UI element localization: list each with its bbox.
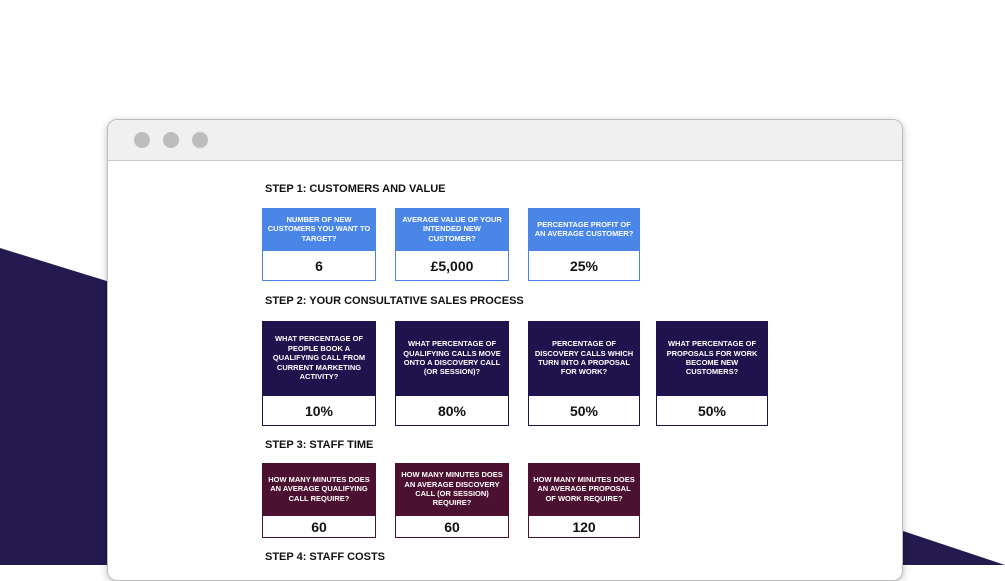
step3-card-proposal-minutes xyxy=(528,463,640,538)
step3-card-discovery-minutes xyxy=(395,463,509,538)
step2-card-discovery xyxy=(395,321,509,426)
card-value[interactable]: 50% xyxy=(529,394,639,425)
card-label: WHAT PERCENTAGE OF PEOPLE BOOK A QUALIFYING CALL FROM CURRENT MARKETING ACTIVITY? xyxy=(263,322,375,394)
card-value[interactable]: 25% xyxy=(529,249,639,280)
step2-card-qualifying xyxy=(262,321,376,426)
card-label: HOW MANY MINUTES DOES AN AVERAGE PROPOSAL OF WORK REQUIRE? xyxy=(529,464,639,514)
card-value[interactable]: 60 xyxy=(396,514,508,537)
step2-card-new-customers xyxy=(656,321,768,426)
step1-card-avg-value xyxy=(395,208,509,281)
step2-title: STEP 2: YOUR CONSULTATIVE SALES PROCESS xyxy=(265,295,524,307)
card-value[interactable]: 120 xyxy=(529,514,639,537)
card-label: HOW MANY MINUTES DOES AN AVERAGE DISCOVERY CALL (OR SESSION) REQUIRE? xyxy=(396,464,508,514)
step3-card-qualifying-minutes xyxy=(262,463,376,538)
card-label: PERCENTAGE PROFIT OF AN AVERAGE CUSTOMER? xyxy=(529,209,639,249)
card-value[interactable]: £5,000 xyxy=(396,249,508,280)
card-label: PERCENTAGE OF DISCOVERY CALLS WHICH TURN INTO A PROPOSAL FOR WORK? xyxy=(529,322,639,394)
browser-window xyxy=(107,119,903,581)
card-label: WHAT PERCENTAGE OF PROPOSALS FOR WORK BECOME NEW CUSTOMERS? xyxy=(657,322,767,394)
card-value[interactable]: 60 xyxy=(263,514,375,537)
card-value[interactable]: 50% xyxy=(657,394,767,425)
card-label: HOW MANY MINUTES DOES AN AVERAGE QUALIFYING CALL REQUIRE? xyxy=(263,464,375,514)
card-label: NUMBER OF NEW CUSTOMERS YOU WANT TO TARGET? xyxy=(263,209,375,249)
step1-card-profit xyxy=(528,208,640,281)
step1-card-customers xyxy=(262,208,376,281)
step4-title: STEP 4: STAFF COSTS xyxy=(265,551,385,563)
window-titlebar xyxy=(108,120,902,161)
step3-title: STEP 3: STAFF TIME xyxy=(265,439,374,451)
card-label: AVERAGE VALUE OF YOUR INTENDED NEW CUSTOMER? xyxy=(396,209,508,249)
step2-card-proposal xyxy=(528,321,640,426)
calculator-content xyxy=(108,161,902,581)
step1-title: STEP 1: CUSTOMERS AND VALUE xyxy=(265,183,446,195)
card-value[interactable]: 6 xyxy=(263,249,375,280)
minimize-dot[interactable] xyxy=(163,132,179,148)
card-label: WHAT PERCENTAGE OF QUALIFYING CALLS MOVE ONTO A DISCOVERY CALL (OR SESSION)? xyxy=(396,322,508,394)
close-dot[interactable] xyxy=(134,132,150,148)
card-value[interactable]: 10% xyxy=(263,394,375,425)
zoom-dot[interactable] xyxy=(192,132,208,148)
card-value[interactable]: 80% xyxy=(396,394,508,425)
